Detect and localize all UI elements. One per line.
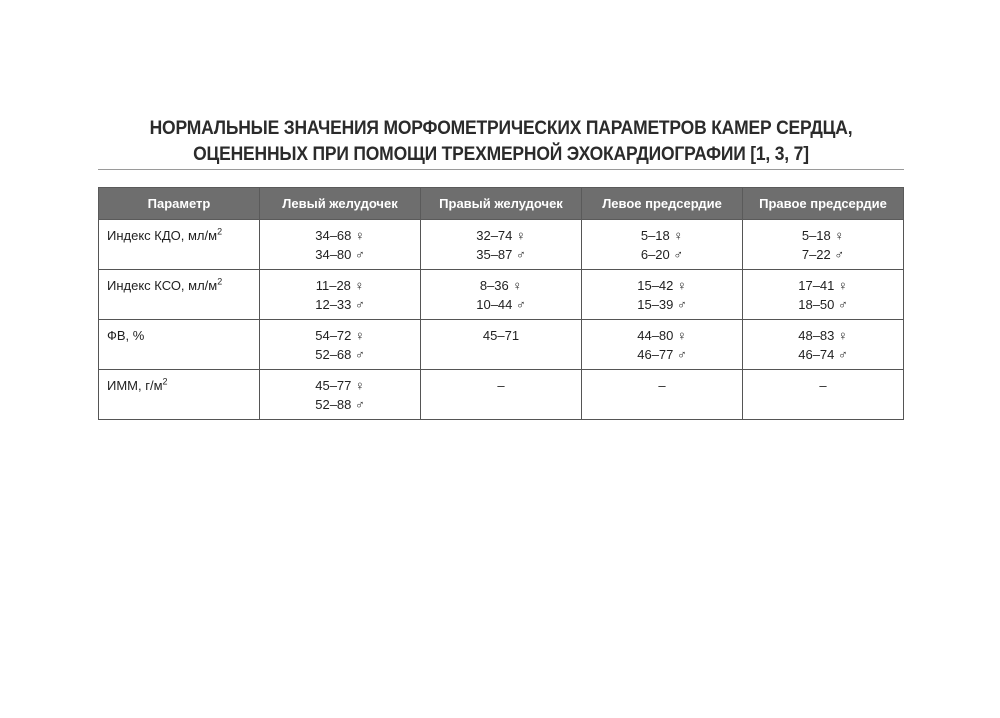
- table-row: [99, 270, 904, 320]
- value-line-secondary: 10–44 ♂: [476, 297, 526, 312]
- value-line-primary: 45–71: [482, 328, 520, 343]
- value-line-secondary: 7–22 ♂: [801, 247, 845, 262]
- value-cell-left-atrium: [582, 220, 743, 270]
- table-row: [99, 220, 904, 270]
- value-cell-left-atrium: [582, 270, 743, 320]
- table-row: [99, 370, 904, 420]
- value-line-primary: –: [658, 378, 666, 393]
- table-header-row: [99, 188, 904, 220]
- page-title: [130, 116, 872, 168]
- value-line-secondary: 34–80 ♂: [315, 247, 365, 262]
- value-line-primary: 48–83 ♀: [798, 328, 848, 343]
- value-line-primary: 5–18 ♀: [640, 228, 684, 243]
- value-line-primary: 8–36 ♀: [479, 278, 523, 293]
- value-line-secondary: 12–33 ♂: [315, 297, 365, 312]
- parameter-cell: [99, 220, 260, 270]
- value-cell-left-ventricle: [260, 270, 421, 320]
- value-line-primary: –: [819, 378, 827, 393]
- value-line-primary: 17–41 ♀: [798, 278, 848, 293]
- value-line-secondary: 15–39 ♂: [637, 297, 687, 312]
- parameter-cell: [99, 270, 260, 320]
- value-line-secondary: 46–74 ♂: [798, 347, 848, 362]
- title-divider: [98, 169, 904, 170]
- value-line-secondary: 18–50 ♂: [798, 297, 848, 312]
- value-line-primary: –: [497, 378, 505, 393]
- value-line-secondary: 6–20 ♂: [640, 247, 684, 262]
- parameter-name: ФВ, %: [107, 328, 145, 343]
- value-line-primary: 11–28 ♀: [315, 278, 365, 293]
- value-cell-right-atrium: [743, 220, 904, 270]
- parameter-cell: [99, 370, 260, 420]
- value-cell-left-atrium: [582, 370, 743, 420]
- reference-values-table: [98, 187, 904, 420]
- value-cell-left-ventricle: [260, 320, 421, 370]
- value-cell-right-ventricle: [421, 370, 582, 420]
- table-row: [99, 320, 904, 370]
- value-cell-right-atrium: [743, 370, 904, 420]
- value-line-secondary: 52–88 ♂: [315, 397, 365, 412]
- value-line-primary: 45–77 ♀: [315, 378, 365, 393]
- value-line-primary: 44–80 ♀: [637, 328, 687, 343]
- value-line-secondary: 46–77 ♂: [637, 347, 687, 362]
- value-line-secondary: 35–87 ♂: [476, 247, 526, 262]
- value-line-primary: 5–18 ♀: [801, 228, 845, 243]
- column-header-left-atrium: Левое предсердие: [582, 188, 743, 220]
- column-header-left-ventricle: Левый желудочек: [260, 188, 421, 220]
- unit-superscript: 2: [217, 276, 223, 287]
- value-cell-left-atrium: [582, 320, 743, 370]
- value-cell-right-ventricle: [421, 270, 582, 320]
- value-line-primary: 34–68 ♀: [315, 228, 365, 243]
- parameter-name: Индекс КДО, мл/м: [107, 228, 218, 243]
- value-line-primary: 32–74 ♀: [476, 228, 526, 243]
- unit-superscript: 2: [162, 376, 168, 387]
- value-line-primary: 54–72 ♀: [315, 328, 365, 343]
- parameter-name: Индекс КСО, мл/м: [107, 278, 218, 293]
- column-header-right-atrium: Правое предсердие: [743, 188, 904, 220]
- parameter-name: ИММ, г/м: [107, 378, 163, 393]
- value-cell-left-ventricle: [260, 370, 421, 420]
- value-cell-right-ventricle: [421, 320, 582, 370]
- column-header-right-ventricle: Правый желудочек: [421, 188, 582, 220]
- value-cell-right-atrium: [743, 320, 904, 370]
- unit-superscript: 2: [217, 226, 223, 237]
- title-line-2: ОЦЕНЕННЫХ ПРИ ПОМОЩИ ТРЕХМЕРНОЙ ЭХОКАРДИОГРАФИИ [1, 3, 7]: [193, 144, 809, 165]
- parameter-cell: [99, 320, 260, 370]
- title-line-1: НОРМАЛЬНЫЕ ЗНАЧЕНИЯ МОРФОМЕТРИЧЕСКИХ ПАРАМЕТРОВ КАМЕР СЕРДЦА,: [149, 118, 853, 139]
- value-cell-right-atrium: [743, 270, 904, 320]
- column-header-parameter: Параметр: [99, 188, 260, 220]
- value-line-primary: 15–42 ♀: [637, 278, 687, 293]
- value-cell-right-ventricle: [421, 220, 582, 270]
- value-line-secondary: 52–68 ♂: [315, 347, 365, 362]
- value-cell-left-ventricle: [260, 220, 421, 270]
